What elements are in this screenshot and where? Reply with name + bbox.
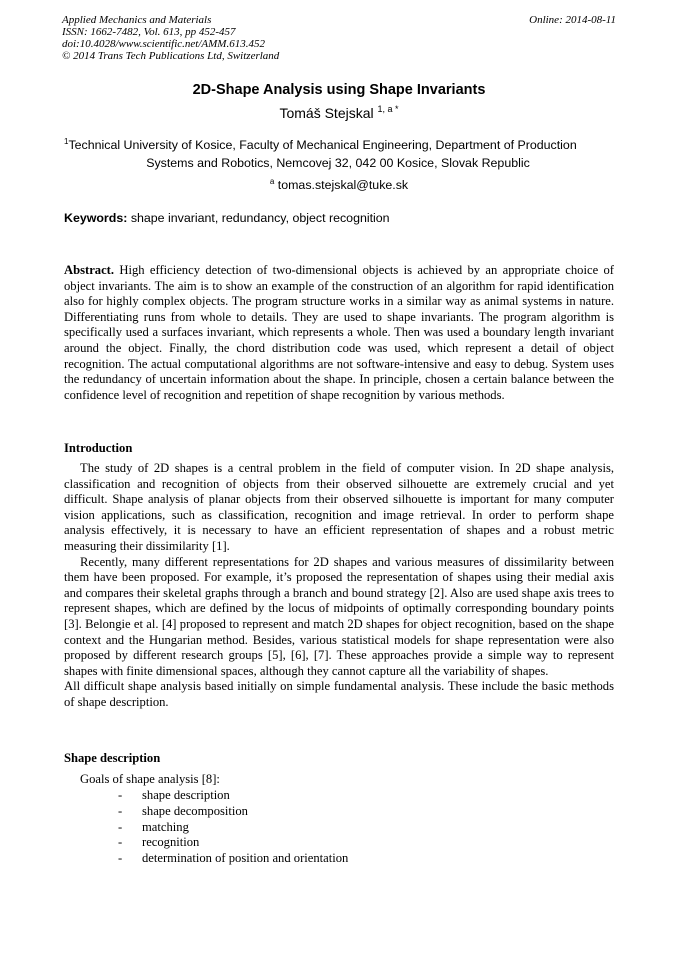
email-superscript: a	[269, 177, 275, 186]
list-item-text: shape description	[142, 788, 230, 802]
list-item	[118, 788, 348, 804]
shape-description-heading: Shape description	[64, 751, 161, 765]
keywords-label: Keywords:	[64, 211, 128, 225]
introduction-paragraph-2: Recently, many different representations for 2D shapes and various measures of dissimilarity between them have been proposed. For example, it’s proposed the representation of shapes using their medial axis and compares their skeletal graphs through a branch and bound strategy [2]. Also are used shape axis trees to represent shapes, which are defined by the locus of midpoints of optimally corresponding boundary points [3]. Belongie et al. [4] proposed to represent and match 2D shapes for object recognition, based on the shape context and the Hungarian method. Besides, various statistical models for shape representation were also proposed by different research groups [5], [6], [7]. These approaches provide a simple way to represent shapes with finite dimensional spaces, although they cannot capture all the variability of shapes.	[64, 554, 614, 678]
list-dash: -	[118, 788, 123, 802]
list-item-text: recognition	[142, 835, 200, 850]
goals-line: Goals of shape analysis [8]:	[80, 772, 220, 786]
list-item	[118, 804, 348, 820]
keywords-text: shape invariant, redundancy, object recognition	[130, 211, 390, 225]
introduction-body	[64, 461, 614, 711]
author-line	[0, 104, 678, 121]
list-dash: -	[118, 819, 123, 834]
email-address: tomas.stejskal@tuke.sk	[277, 178, 409, 192]
introduction-heading: Introduction	[64, 441, 133, 455]
introduction-paragraph-1: The study of 2D shapes is a central problem in the field of computer vision. In 2D shape analysis, classification and recognition of objects from their observed silhouette are extremely crucial and yet difficult. Shape analysis of planar objects from their observed silhouette is important for many computer vision applications, such as classification, recognition and image retrieval. In order to perform shape analysis effectively, it is necessary to have an efficient representation of shapes and a robust metric measuring their dissimilarity [1].	[64, 461, 614, 553]
list-item-text: matching	[142, 819, 189, 834]
email-line	[0, 177, 678, 192]
abstract-label: Abstract.	[64, 263, 115, 277]
online-date: Online: 2014-08-11	[529, 14, 616, 26]
author-superscript: 1, a *	[377, 104, 399, 114]
list-dash: -	[118, 851, 123, 866]
list-item	[118, 835, 348, 851]
list-dash: -	[118, 803, 123, 818]
journal-copyright: © 2014 Trans Tech Publications Ltd, Switzerland	[62, 50, 280, 62]
affiliation-text-1: Technical University of Kosice, Faculty of Mechanical Engineering, Department of Production	[68, 138, 577, 152]
keywords	[64, 211, 390, 225]
list-dash: -	[118, 835, 123, 850]
author-name: Tomáš Stejskal	[279, 105, 374, 121]
journal-header	[62, 14, 616, 62]
list-item	[118, 820, 348, 836]
goals-list	[118, 788, 348, 867]
abstract	[64, 263, 614, 403]
list-item-text: shape decomposition	[142, 803, 248, 818]
affiliation-line-2: Systems and Robotics, Nemcovej 32, 042 00 Kosice, Slovak Republic	[146, 156, 530, 170]
list-item-text: determination of position and orientation	[142, 851, 349, 866]
affiliation-line-1	[64, 134, 624, 153]
affiliation-superscript: 1	[64, 137, 69, 146]
paper-title: 2D-Shape Analysis using Shape Invariants	[192, 82, 486, 98]
introduction-paragraph-3: All difficult shape analysis based initially on simple fundamental analysis. These include the basic methods of shape description.	[64, 679, 614, 709]
journal-issn: ISSN: 1662-7482, Vol. 613, pp 452-457	[62, 26, 236, 38]
journal-doi: doi:10.4028/www.scientific.net/AMM.613.452	[62, 38, 265, 50]
list-item	[118, 851, 348, 867]
abstract-text: High efficiency detection of two-dimensional objects is achieved by an appropriate choice of object invariants. The aim is to show an example of the construction of an algorithm for rapid identification also for highly complex objects. The program structure works in a similar way as animal systems in nature. Differentiating runs from whole to details. They are used to shape invariants. The program algorithm is specifically used a surfaces invariant, which represents a whole. Then was used a boundary length invariant around the object. Finally, the chord distribution code was used, which represent a detail of object recognition. The actual computational algorithms are not software-intensive and easy to debug. System uses the redundancy of uncertain information about the shape. In principle, chosen a certain balance between the confidence level of recognition and repetition of shape recognition by various methods.	[64, 263, 614, 402]
journal-name: Applied Mechanics and Materials	[62, 14, 212, 26]
